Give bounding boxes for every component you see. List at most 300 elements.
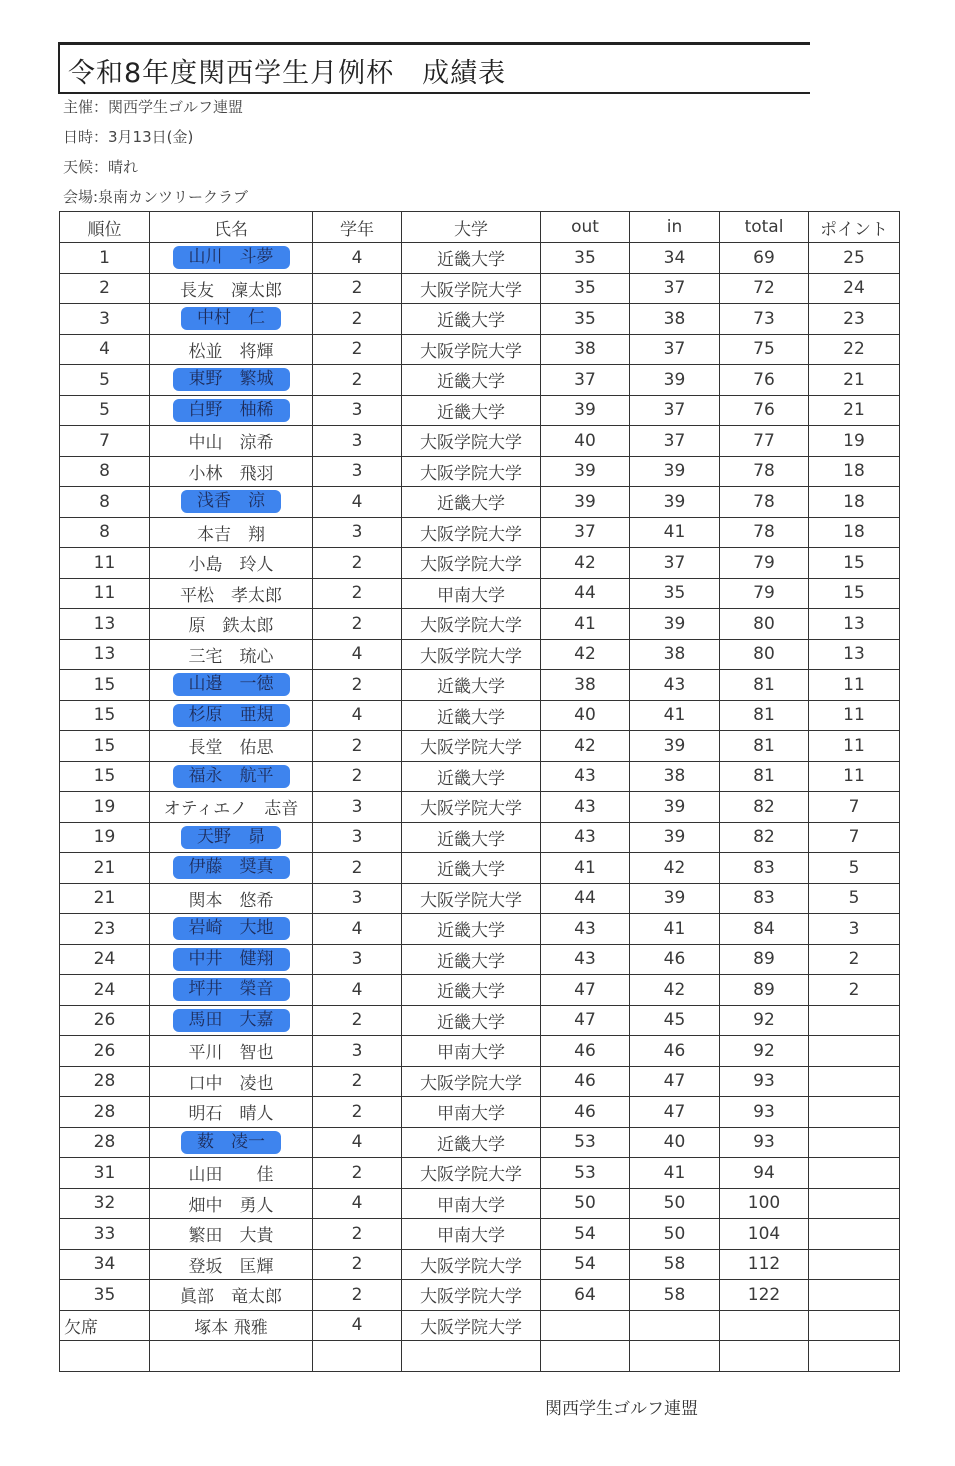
rank-cell: 34 <box>60 1249 150 1280</box>
in-cell: 39 <box>630 365 720 396</box>
table-row <box>60 883 900 914</box>
university-cell: 大阪学院大学 <box>402 334 541 365</box>
out-cell <box>541 1341 630 1372</box>
points-cell: 13 <box>809 609 900 640</box>
university-cell: 近畿大学 <box>402 243 541 274</box>
name-cell: 畑中 勇人 <box>150 1188 313 1219</box>
table-row <box>60 822 900 853</box>
table-row <box>60 1158 900 1189</box>
highlighted-name: 杉原 亜規 <box>173 704 290 727</box>
rank-cell: 3 <box>60 304 150 335</box>
grade-cell: 2 <box>313 853 402 884</box>
name-cell: 登坂 匡輝 <box>150 1249 313 1280</box>
out-cell: 53 <box>541 1127 630 1158</box>
university-cell: 近畿大学 <box>402 1005 541 1036</box>
out-cell: 50 <box>541 1188 630 1219</box>
out-cell: 43 <box>541 792 630 823</box>
points-cell: 2 <box>809 944 900 975</box>
in-cell: 58 <box>630 1249 720 1280</box>
points-cell: 22 <box>809 334 900 365</box>
points-cell: 25 <box>809 243 900 274</box>
highlighted-name: 福永 航平 <box>173 765 290 788</box>
points-cell <box>809 1005 900 1036</box>
rank-cell: 28 <box>60 1127 150 1158</box>
grade-cell: 3 <box>313 1036 402 1067</box>
rank-cell: 24 <box>60 975 150 1006</box>
page-title: 令和8年度関西学生月例杯 成績表 <box>68 58 507 89</box>
out-cell: 39 <box>541 456 630 487</box>
university-cell: 甲南大学 <box>402 1188 541 1219</box>
points-cell: 21 <box>809 395 900 426</box>
name-cell: 山田 佳 <box>150 1158 313 1189</box>
name-cell: 原 鉄太郎 <box>150 609 313 640</box>
out-cell: 46 <box>541 1036 630 1067</box>
grade-cell: 2 <box>313 365 402 396</box>
header-in: in <box>630 212 720 243</box>
total-cell: 81 <box>720 700 809 731</box>
grade-cell: 4 <box>313 700 402 731</box>
points-cell <box>809 1280 900 1311</box>
points-cell: 19 <box>809 426 900 457</box>
total-cell: 72 <box>720 273 809 304</box>
university-cell: 大阪学院大学 <box>402 1066 541 1097</box>
total-cell: 80 <box>720 609 809 640</box>
table-row <box>60 1219 900 1250</box>
total-cell: 75 <box>720 334 809 365</box>
table-row <box>60 517 900 548</box>
university-cell: 近畿大学 <box>402 670 541 701</box>
out-cell: 43 <box>541 944 630 975</box>
total-cell: 79 <box>720 578 809 609</box>
table-row <box>60 700 900 731</box>
points-cell <box>809 1127 900 1158</box>
rank-cell: 8 <box>60 456 150 487</box>
table-row <box>60 792 900 823</box>
grade-cell: 3 <box>313 822 402 853</box>
highlighted-name: 浅香 涼 <box>181 490 281 513</box>
total-cell: 92 <box>720 1005 809 1036</box>
grade-cell: 3 <box>313 517 402 548</box>
name-cell <box>150 365 313 396</box>
points-cell <box>809 1310 900 1341</box>
highlighted-name: 伊藤 奨真 <box>173 856 290 879</box>
in-cell: 50 <box>630 1219 720 1250</box>
table-row <box>60 1127 900 1158</box>
name-cell: 平松 孝太郎 <box>150 578 313 609</box>
total-cell: 78 <box>720 517 809 548</box>
table-row <box>60 1310 900 1341</box>
out-cell: 38 <box>541 670 630 701</box>
in-cell: 39 <box>630 792 720 823</box>
in-cell: 38 <box>630 761 720 792</box>
rank-cell: 33 <box>60 1219 150 1250</box>
out-cell: 43 <box>541 914 630 945</box>
in-cell: 35 <box>630 578 720 609</box>
in-cell: 43 <box>630 670 720 701</box>
university-cell: 大阪学院大学 <box>402 1158 541 1189</box>
points-cell: 5 <box>809 883 900 914</box>
rank-cell: 26 <box>60 1005 150 1036</box>
grade-cell: 4 <box>313 487 402 518</box>
university-cell: 大阪学院大学 <box>402 609 541 640</box>
grade-cell: 2 <box>313 1219 402 1250</box>
grade-cell: 4 <box>313 914 402 945</box>
in-cell: 39 <box>630 731 720 762</box>
date-text: 日時：3月13日(金) <box>63 128 194 146</box>
in-cell: 50 <box>630 1188 720 1219</box>
grade-cell: 2 <box>313 1249 402 1280</box>
name-cell <box>150 944 313 975</box>
table-row <box>60 914 900 945</box>
out-cell: 44 <box>541 578 630 609</box>
out-cell: 43 <box>541 761 630 792</box>
university-cell: 甲南大学 <box>402 1219 541 1250</box>
name-cell <box>150 975 313 1006</box>
rank-cell: 13 <box>60 639 150 670</box>
weather-text: 天候：晴れ <box>63 158 139 176</box>
out-cell: 42 <box>541 548 630 579</box>
points-cell: 18 <box>809 517 900 548</box>
rank-cell: 欠席 <box>60 1310 150 1341</box>
grade-cell <box>313 1341 402 1372</box>
rank-cell: 19 <box>60 792 150 823</box>
header-university: 大学 <box>402 212 541 243</box>
points-cell: 18 <box>809 456 900 487</box>
points-cell: 18 <box>809 487 900 518</box>
grade-cell: 2 <box>313 670 402 701</box>
name-cell <box>150 1127 313 1158</box>
rank-cell <box>60 1341 150 1372</box>
university-cell: 近畿大学 <box>402 853 541 884</box>
university-cell: 甲南大学 <box>402 1097 541 1128</box>
highlighted-name: 馬田 大嘉 <box>173 1009 290 1032</box>
in-cell: 39 <box>630 883 720 914</box>
out-cell: 54 <box>541 1249 630 1280</box>
table-row <box>60 334 900 365</box>
total-cell: 122 <box>720 1280 809 1311</box>
grade-cell: 2 <box>313 609 402 640</box>
out-cell: 41 <box>541 853 630 884</box>
in-cell: 39 <box>630 487 720 518</box>
grade-cell: 2 <box>313 1280 402 1311</box>
university-cell: 大阪学院大学 <box>402 639 541 670</box>
header-out: out <box>541 212 630 243</box>
rank-cell: 31 <box>60 1158 150 1189</box>
table-row <box>60 365 900 396</box>
in-cell: 58 <box>630 1280 720 1311</box>
highlighted-name: 東野 繁城 <box>173 368 290 391</box>
table-row <box>60 761 900 792</box>
out-cell: 35 <box>541 243 630 274</box>
grade-cell: 4 <box>313 1310 402 1341</box>
grade-cell: 2 <box>313 731 402 762</box>
name-cell <box>150 700 313 731</box>
name-cell <box>150 304 313 335</box>
header-row <box>60 212 900 243</box>
table-row <box>60 487 900 518</box>
out-cell: 64 <box>541 1280 630 1311</box>
name-cell: 関本 悠希 <box>150 883 313 914</box>
points-cell: 5 <box>809 853 900 884</box>
in-cell: 37 <box>630 426 720 457</box>
in-cell: 38 <box>630 304 720 335</box>
university-cell: 近畿大学 <box>402 365 541 396</box>
highlighted-name: 中村 仁 <box>181 307 281 330</box>
name-cell <box>150 853 313 884</box>
table-row <box>60 1280 900 1311</box>
points-cell: 13 <box>809 639 900 670</box>
out-cell: 43 <box>541 822 630 853</box>
out-cell: 40 <box>541 700 630 731</box>
out-cell: 46 <box>541 1097 630 1128</box>
table-row <box>60 1036 900 1067</box>
table-row <box>60 975 900 1006</box>
rank-cell: 21 <box>60 883 150 914</box>
in-cell: 42 <box>630 853 720 884</box>
grade-cell: 3 <box>313 395 402 426</box>
rank-cell: 28 <box>60 1097 150 1128</box>
out-cell: 42 <box>541 731 630 762</box>
university-cell: 大阪学院大学 <box>402 883 541 914</box>
university-cell: 近畿大学 <box>402 1127 541 1158</box>
footer-org: 関西学生ゴルフ連盟 <box>545 1399 698 1419</box>
university-cell: 近畿大学 <box>402 487 541 518</box>
in-cell <box>630 1310 720 1341</box>
results-table <box>59 211 900 1372</box>
university-cell: 大阪学院大学 <box>402 548 541 579</box>
total-cell: 100 <box>720 1188 809 1219</box>
rank-cell: 11 <box>60 578 150 609</box>
grade-cell: 3 <box>313 944 402 975</box>
rank-cell: 1 <box>60 243 150 274</box>
out-cell: 38 <box>541 334 630 365</box>
rank-cell: 8 <box>60 487 150 518</box>
university-cell: 近畿大学 <box>402 761 541 792</box>
points-cell: 2 <box>809 975 900 1006</box>
in-cell: 41 <box>630 700 720 731</box>
name-cell: 長堂 佑思 <box>150 731 313 762</box>
table-row <box>60 731 900 762</box>
total-cell: 112 <box>720 1249 809 1280</box>
table-row <box>60 1097 900 1128</box>
header-points: ポイント <box>809 212 900 243</box>
in-cell: 34 <box>630 243 720 274</box>
total-cell: 84 <box>720 914 809 945</box>
points-cell: 7 <box>809 822 900 853</box>
rank-cell: 23 <box>60 914 150 945</box>
rank-cell: 19 <box>60 822 150 853</box>
table-row <box>60 944 900 975</box>
table-row <box>60 304 900 335</box>
points-cell <box>809 1219 900 1250</box>
points-cell: 23 <box>809 304 900 335</box>
total-cell: 93 <box>720 1066 809 1097</box>
highlighted-name: 坪井 榮音 <box>173 978 290 1001</box>
highlighted-name: 白野 柚稀 <box>173 399 290 422</box>
total-cell: 69 <box>720 243 809 274</box>
grade-cell: 4 <box>313 1127 402 1158</box>
title-box <box>58 42 810 94</box>
out-cell: 37 <box>541 365 630 396</box>
university-cell: 甲南大学 <box>402 1036 541 1067</box>
points-cell: 3 <box>809 914 900 945</box>
highlighted-name: 天野 昴 <box>181 826 281 849</box>
total-cell: 93 <box>720 1127 809 1158</box>
name-cell <box>150 1005 313 1036</box>
grade-cell: 4 <box>313 639 402 670</box>
highlighted-name: 中井 健翔 <box>173 948 290 971</box>
grade-cell: 4 <box>313 975 402 1006</box>
rank-cell: 32 <box>60 1188 150 1219</box>
in-cell: 37 <box>630 334 720 365</box>
grade-cell: 3 <box>313 456 402 487</box>
out-cell: 44 <box>541 883 630 914</box>
table-row <box>60 1249 900 1280</box>
points-cell: 15 <box>809 548 900 579</box>
name-cell: 本吉 翔 <box>150 517 313 548</box>
points-cell: 11 <box>809 731 900 762</box>
grade-cell: 2 <box>313 1158 402 1189</box>
total-cell: 104 <box>720 1219 809 1250</box>
university-cell: 近畿大学 <box>402 304 541 335</box>
grade-cell: 4 <box>313 1188 402 1219</box>
in-cell: 45 <box>630 1005 720 1036</box>
in-cell: 42 <box>630 975 720 1006</box>
points-cell <box>809 1188 900 1219</box>
in-cell: 38 <box>630 639 720 670</box>
rank-cell: 11 <box>60 548 150 579</box>
out-cell: 42 <box>541 639 630 670</box>
out-cell: 47 <box>541 975 630 1006</box>
points-cell <box>809 1249 900 1280</box>
out-cell: 40 <box>541 426 630 457</box>
highlighted-name: 山邉 一徳 <box>173 673 290 696</box>
total-cell: 76 <box>720 395 809 426</box>
total-cell <box>720 1310 809 1341</box>
name-cell: 平川 智也 <box>150 1036 313 1067</box>
name-cell <box>150 670 313 701</box>
out-cell: 47 <box>541 1005 630 1036</box>
highlighted-name: 山川 斗夢 <box>173 246 290 269</box>
name-cell: 口中 凌也 <box>150 1066 313 1097</box>
in-cell: 37 <box>630 548 720 579</box>
university-cell: 大阪学院大学 <box>402 731 541 762</box>
in-cell: 47 <box>630 1097 720 1128</box>
university-cell: 近畿大学 <box>402 700 541 731</box>
header-name: 氏名 <box>150 212 313 243</box>
in-cell: 39 <box>630 456 720 487</box>
table-row <box>60 243 900 274</box>
grade-cell: 3 <box>313 792 402 823</box>
rank-cell: 24 <box>60 944 150 975</box>
points-cell: 11 <box>809 700 900 731</box>
name-cell <box>150 822 313 853</box>
points-cell: 24 <box>809 273 900 304</box>
in-cell: 41 <box>630 1158 720 1189</box>
name-cell: 松並 将輝 <box>150 334 313 365</box>
out-cell: 35 <box>541 304 630 335</box>
grade-cell: 4 <box>313 243 402 274</box>
table-row <box>60 1341 900 1372</box>
name-cell: 長友 凜太郎 <box>150 273 313 304</box>
table-row <box>60 1066 900 1097</box>
total-cell: 82 <box>720 822 809 853</box>
grade-cell: 2 <box>313 304 402 335</box>
total-cell: 83 <box>720 853 809 884</box>
university-cell: 大阪学院大学 <box>402 517 541 548</box>
rank-cell: 15 <box>60 731 150 762</box>
rank-cell: 5 <box>60 365 150 396</box>
table-row <box>60 273 900 304</box>
total-cell: 76 <box>720 365 809 396</box>
grade-cell: 2 <box>313 273 402 304</box>
table-row <box>60 670 900 701</box>
total-cell: 81 <box>720 761 809 792</box>
university-cell <box>402 1341 541 1372</box>
in-cell: 41 <box>630 517 720 548</box>
in-cell: 46 <box>630 944 720 975</box>
points-cell <box>809 1066 900 1097</box>
university-cell: 大阪学院大学 <box>402 426 541 457</box>
grade-cell: 2 <box>313 1097 402 1128</box>
rank-cell: 15 <box>60 700 150 731</box>
grade-cell: 3 <box>313 883 402 914</box>
total-cell: 79 <box>720 548 809 579</box>
university-cell: 大阪学院大学 <box>402 273 541 304</box>
in-cell: 46 <box>630 1036 720 1067</box>
table-row <box>60 639 900 670</box>
university-cell: 近畿大学 <box>402 822 541 853</box>
rank-cell: 15 <box>60 670 150 701</box>
name-cell: 中山 涼希 <box>150 426 313 457</box>
name-cell <box>150 243 313 274</box>
name-cell <box>150 761 313 792</box>
university-cell: 大阪学院大学 <box>402 1249 541 1280</box>
grade-cell: 2 <box>313 1066 402 1097</box>
name-cell: オティエノ 志音 <box>150 792 313 823</box>
out-cell: 39 <box>541 487 630 518</box>
points-cell: 15 <box>809 578 900 609</box>
in-cell: 39 <box>630 822 720 853</box>
total-cell: 81 <box>720 731 809 762</box>
out-cell: 54 <box>541 1219 630 1250</box>
header-rank: 順位 <box>60 212 150 243</box>
table-row <box>60 578 900 609</box>
rank-cell: 7 <box>60 426 150 457</box>
rank-cell: 13 <box>60 609 150 640</box>
points-cell <box>809 1097 900 1128</box>
table-row <box>60 395 900 426</box>
in-cell: 40 <box>630 1127 720 1158</box>
table-row <box>60 609 900 640</box>
in-cell: 37 <box>630 395 720 426</box>
points-cell <box>809 1158 900 1189</box>
points-cell: 7 <box>809 792 900 823</box>
total-cell: 89 <box>720 944 809 975</box>
in-cell: 47 <box>630 1066 720 1097</box>
name-cell: 塚本 飛雅 <box>150 1310 313 1341</box>
total-cell: 92 <box>720 1036 809 1067</box>
total-cell: 93 <box>720 1097 809 1128</box>
name-cell: 明石 晴人 <box>150 1097 313 1128</box>
total-cell: 78 <box>720 456 809 487</box>
total-cell: 73 <box>720 304 809 335</box>
rank-cell: 5 <box>60 395 150 426</box>
out-cell <box>541 1310 630 1341</box>
name-cell <box>150 487 313 518</box>
total-cell: 89 <box>720 975 809 1006</box>
organizer-text: 主催：関西学生ゴルフ連盟 <box>63 98 244 116</box>
